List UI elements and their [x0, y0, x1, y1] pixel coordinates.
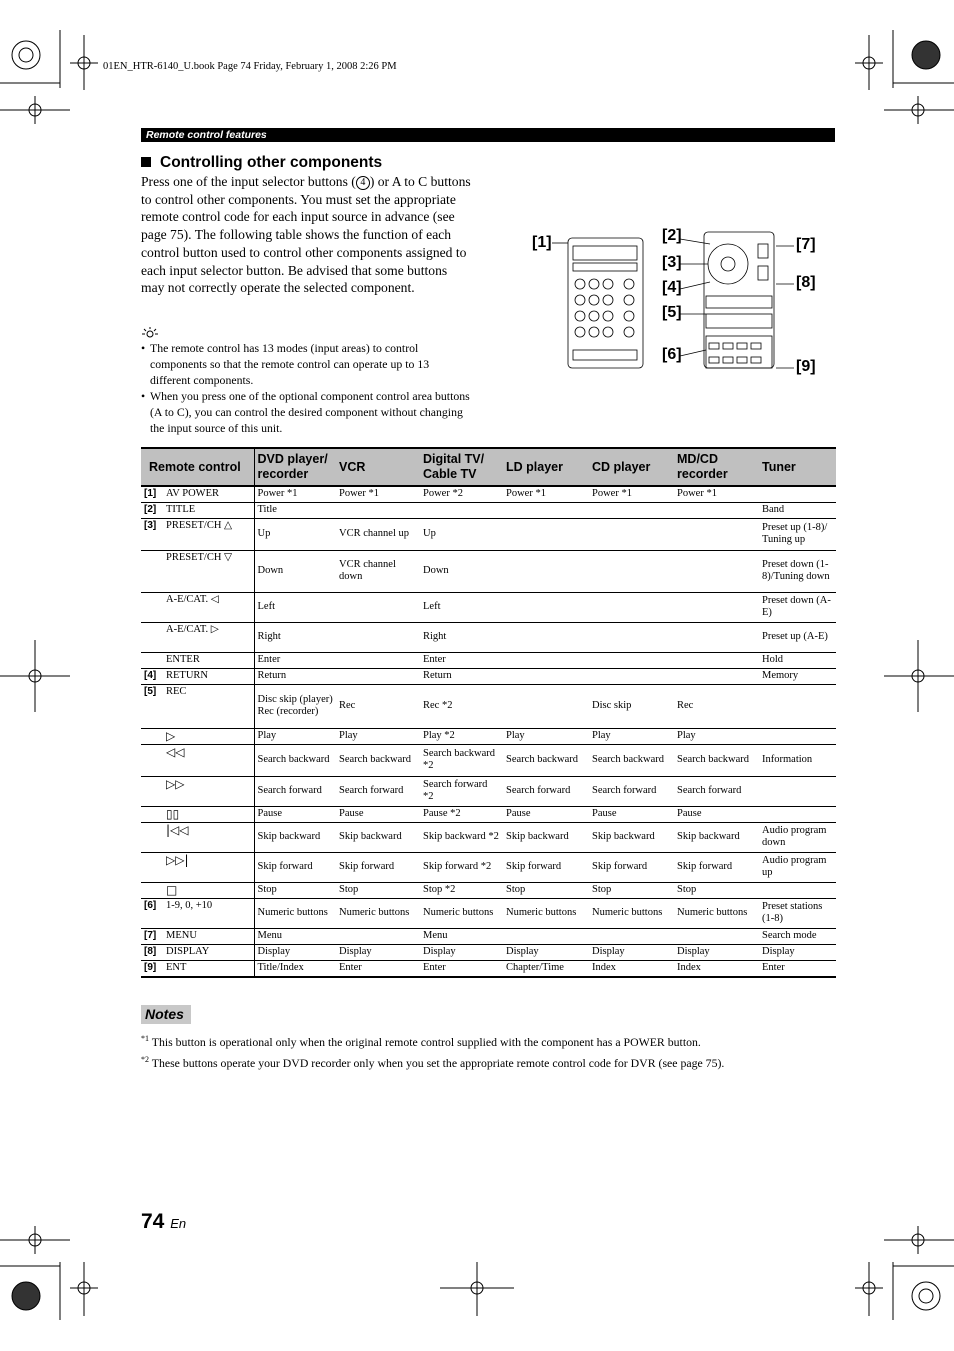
function-cell	[589, 592, 674, 622]
function-cell: Stop	[254, 882, 336, 898]
button-name: |◁◁	[163, 822, 254, 852]
function-cell: Search backward	[589, 744, 674, 776]
function-cell: Left	[254, 592, 336, 622]
function-cell: Pause	[254, 806, 336, 822]
table-body	[141, 486, 836, 977]
table-row	[141, 684, 836, 728]
button-name: MENU	[163, 928, 254, 944]
control-table	[141, 447, 836, 978]
function-cell: Play *2	[420, 728, 503, 744]
table-row	[141, 944, 836, 960]
table-row	[141, 744, 836, 776]
button-name: ENTER	[163, 652, 254, 668]
button-name: AV POWER	[163, 486, 254, 502]
remote-label-3: [3]	[662, 254, 682, 271]
function-cell: Audio program down	[759, 822, 836, 852]
function-cell: Display	[503, 944, 589, 960]
function-cell	[589, 502, 674, 518]
footnote-text: These buttons operate your DVD recorder only when you set the appropriate remote control code for DVR (see page 75).	[149, 1055, 725, 1070]
function-cell: Title	[254, 502, 336, 518]
function-cell: Search backward	[674, 744, 759, 776]
function-cell	[589, 668, 674, 684]
tip-item: • The remote control has 13 modes (input areas) to control components so that the remote control can operate up to 13 different components.	[141, 341, 430, 387]
function-cell	[674, 622, 759, 652]
function-cell	[674, 550, 759, 592]
function-cell: Return	[254, 668, 336, 684]
function-cell: Down	[420, 550, 503, 592]
button-name: □	[163, 882, 254, 898]
table-row	[141, 776, 836, 806]
function-cell: Pause	[589, 806, 674, 822]
table-row	[141, 728, 836, 744]
remote-label-1: [1]	[532, 234, 552, 251]
row-number	[141, 882, 163, 898]
table-row	[141, 486, 836, 502]
function-cell	[759, 776, 836, 806]
function-cell: Play	[503, 728, 589, 744]
function-cell	[589, 550, 674, 592]
row-number	[141, 728, 163, 744]
function-cell: Numeric buttons	[336, 898, 420, 928]
function-cell	[759, 882, 836, 898]
function-cell	[759, 486, 836, 502]
function-cell: Skip backward	[254, 822, 336, 852]
function-cell	[336, 668, 420, 684]
col-header-vcr: VCR	[336, 448, 420, 486]
tip-text: When you press one of the optional component control area buttons (A to C), you can control the desired component without changing the input source of this unit.	[150, 388, 470, 435]
row-number	[141, 806, 163, 822]
function-cell: Audio program up	[759, 852, 836, 882]
function-cell	[759, 728, 836, 744]
button-name: ENT	[163, 960, 254, 976]
function-cell: Power *1	[254, 486, 336, 502]
function-cell: Play	[589, 728, 674, 744]
function-cell: Search forward	[254, 776, 336, 806]
function-cell	[589, 622, 674, 652]
row-number: [9]	[141, 960, 163, 976]
function-cell	[420, 502, 503, 518]
function-cell: Up	[420, 518, 503, 550]
function-cell: Search backward *2	[420, 744, 503, 776]
function-cell: Power *1	[336, 486, 420, 502]
row-number: [7]	[141, 928, 163, 944]
table-row	[141, 960, 836, 976]
heading-square-icon	[141, 157, 151, 167]
function-cell: Disc skip (player) Rec (recorder)	[254, 684, 336, 728]
tip-item: • When you press one of the optional component control area buttons (A to C), you can control the desired component without changing the input source of this unit.	[141, 388, 470, 435]
function-cell: Band	[759, 502, 836, 518]
remote-label-8: [8]	[796, 274, 816, 291]
function-cell: Numeric buttons	[254, 898, 336, 928]
tip-text: The remote control has 13 modes (input areas) to control components so that the remote control can operate up to 13 different components.	[150, 341, 430, 387]
function-cell: Hold	[759, 652, 836, 668]
function-cell: Search backward	[336, 744, 420, 776]
function-cell: Numeric buttons	[589, 898, 674, 928]
function-cell	[589, 652, 674, 668]
function-cell	[503, 550, 589, 592]
function-cell: Right	[254, 622, 336, 652]
intro-paragraph	[141, 173, 473, 297]
row-number: [6]	[141, 898, 163, 928]
function-cell: Display	[589, 944, 674, 960]
row-number	[141, 852, 163, 882]
function-cell	[336, 928, 420, 944]
table-row	[141, 652, 836, 668]
function-cell: Skip backward	[336, 822, 420, 852]
function-cell: Index	[674, 960, 759, 976]
function-cell: Left	[420, 592, 503, 622]
table-row	[141, 622, 836, 652]
remote-label-7: [7]	[796, 236, 816, 253]
table-row	[141, 852, 836, 882]
table-row	[141, 898, 836, 928]
function-cell: Preset up (1-8)/ Tuning up	[759, 518, 836, 550]
heading-text: Controlling other components	[160, 154, 383, 171]
function-cell: Display	[420, 944, 503, 960]
intro-text-before: Press one of the input selector buttons (	[141, 174, 356, 189]
function-cell	[674, 652, 759, 668]
button-name: TITLE	[163, 502, 254, 518]
col-header-digital-tv: Digital TV/ Cable TV	[420, 448, 503, 486]
table-row	[141, 882, 836, 898]
function-cell: Disc skip	[589, 684, 674, 728]
button-name: ▷	[163, 728, 254, 744]
page-number-value: 74	[141, 1210, 165, 1233]
remote-label-2: [2]	[662, 227, 682, 244]
remote-label-5: [5]	[662, 304, 682, 321]
function-cell: Menu	[254, 928, 336, 944]
footnote-mark: *2	[141, 1054, 149, 1064]
function-cell: Play	[254, 728, 336, 744]
function-cell: Chapter/Time	[503, 960, 589, 976]
table-header-row	[141, 448, 836, 486]
row-number: [2]	[141, 502, 163, 518]
table-row	[141, 806, 836, 822]
function-cell: Rec *2	[420, 684, 503, 728]
function-cell: Skip backward	[674, 822, 759, 852]
button-name: DISPLAY	[163, 944, 254, 960]
function-cell: Stop	[674, 882, 759, 898]
section-heading	[141, 154, 382, 172]
remote-label-9: [9]	[796, 358, 816, 375]
function-cell: Up	[254, 518, 336, 550]
function-cell: Power *2	[420, 486, 503, 502]
print-header: 01EN_HTR-6140_U.book Page 74 Friday, February 1, 2008 2:26 PM	[103, 61, 397, 72]
footnotes	[141, 1030, 831, 1072]
function-cell	[336, 652, 420, 668]
function-cell: Enter	[254, 652, 336, 668]
row-number	[141, 592, 163, 622]
row-number: [5]	[141, 684, 163, 728]
function-cell	[503, 668, 589, 684]
row-number	[141, 550, 163, 592]
button-name: RETURN	[163, 668, 254, 684]
function-cell: Search backward	[503, 744, 589, 776]
function-cell: Search forward	[336, 776, 420, 806]
function-cell: Information	[759, 744, 836, 776]
function-cell: VCR channel down	[336, 550, 420, 592]
button-name: ▷▷	[163, 776, 254, 806]
function-cell	[503, 684, 589, 728]
function-cell: Pause *2	[420, 806, 503, 822]
function-cell: Skip forward	[336, 852, 420, 882]
row-number: [3]	[141, 518, 163, 550]
function-cell	[674, 502, 759, 518]
col-header-remote: Remote control	[141, 448, 254, 486]
function-cell	[674, 592, 759, 622]
function-cell: Play	[674, 728, 759, 744]
section-bar: Remote control features	[141, 128, 835, 142]
table-row	[141, 822, 836, 852]
remote-drawing	[532, 222, 832, 374]
remote-label-4: [4]	[662, 279, 682, 296]
function-cell: Skip backward *2	[420, 822, 503, 852]
row-number: [4]	[141, 668, 163, 684]
function-cell: Stop	[503, 882, 589, 898]
function-cell: Skip backward	[589, 822, 674, 852]
function-cell	[503, 518, 589, 550]
function-cell	[503, 502, 589, 518]
table-row	[141, 928, 836, 944]
function-cell: Return	[420, 668, 503, 684]
function-cell: Title/Index	[254, 960, 336, 976]
button-name: ▷▷|	[163, 852, 254, 882]
function-cell: Enter	[759, 960, 836, 976]
tip-lightbulb-icon	[141, 326, 159, 340]
function-cell: Search forward *2	[420, 776, 503, 806]
button-name: 1-9, 0, +10	[163, 898, 254, 928]
function-cell: Right	[420, 622, 503, 652]
function-cell	[336, 622, 420, 652]
function-cell	[589, 518, 674, 550]
button-name: PRESET/CH △	[163, 518, 254, 550]
remote-control-illustration	[532, 222, 832, 374]
button-name: ◁◁	[163, 744, 254, 776]
row-number: [1]	[141, 486, 163, 502]
col-header-dvd: DVD player/ recorder	[254, 448, 336, 486]
row-number	[141, 822, 163, 852]
function-cell: Search forward	[674, 776, 759, 806]
function-cell	[503, 928, 589, 944]
function-cell: Menu	[420, 928, 503, 944]
remote-label-6: [6]	[662, 346, 682, 363]
function-cell	[336, 592, 420, 622]
function-cell	[336, 502, 420, 518]
button-name: PRESET/CH ▽	[163, 550, 254, 592]
footnote	[141, 1051, 831, 1072]
function-cell: Display	[759, 944, 836, 960]
row-number	[141, 652, 163, 668]
footnote-text: This button is operational only when the original remote control supplied with the component has a POWER button.	[149, 1034, 701, 1049]
table-row	[141, 668, 836, 684]
function-cell: Skip forward	[254, 852, 336, 882]
function-cell: Rec	[336, 684, 420, 728]
function-cell	[759, 684, 836, 728]
function-cell: Play	[336, 728, 420, 744]
function-cell: Search forward	[503, 776, 589, 806]
function-cell: Numeric buttons	[674, 898, 759, 928]
function-cell	[589, 928, 674, 944]
function-cell: Numeric buttons	[420, 898, 503, 928]
function-cell: Search backward	[254, 744, 336, 776]
function-cell: Enter	[420, 652, 503, 668]
intro-text-after: ) or A to C buttons to control other components. You must set the appropriate remote control code for each input source in advance (see page 75). The following table shows the function of each control button used to control other components assigned to each input selector button. Be advised that some buttons may not correctly operate the selected component.	[141, 174, 471, 296]
function-cell	[759, 806, 836, 822]
table-row	[141, 502, 836, 518]
table-row	[141, 592, 836, 622]
function-cell: Skip forward *2	[420, 852, 503, 882]
button-name: A-E/CAT. ▷	[163, 622, 254, 652]
button-name: A-E/CAT. ◁	[163, 592, 254, 622]
function-cell: Pause	[674, 806, 759, 822]
function-cell: Down	[254, 550, 336, 592]
function-cell: Index	[589, 960, 674, 976]
function-cell: Enter	[420, 960, 503, 976]
function-cell: Display	[254, 944, 336, 960]
function-cell: Skip forward	[674, 852, 759, 882]
col-header-cd: CD player	[589, 448, 674, 486]
function-cell: Stop	[589, 882, 674, 898]
function-cell: Search forward	[589, 776, 674, 806]
function-cell: Pause	[503, 806, 589, 822]
function-cell: Preset up (A-E)	[759, 622, 836, 652]
notes-label: Notes	[141, 1005, 191, 1024]
col-header-md: MD/CD recorder	[674, 448, 759, 486]
row-number	[141, 776, 163, 806]
page-number	[141, 1210, 186, 1234]
function-cell	[674, 518, 759, 550]
function-cell: Display	[674, 944, 759, 960]
circled-number: 4	[356, 176, 370, 190]
row-number: [8]	[141, 944, 163, 960]
row-number	[141, 744, 163, 776]
footnote-mark: *1	[141, 1034, 149, 1043]
col-header-tuner: Tuner	[759, 448, 836, 486]
table-row	[141, 518, 836, 550]
function-cell: Stop *2	[420, 882, 503, 898]
function-cell: Rec	[674, 684, 759, 728]
button-name: ▯▯	[163, 806, 254, 822]
function-cell	[503, 622, 589, 652]
function-cell: Search mode	[759, 928, 836, 944]
function-cell	[503, 652, 589, 668]
function-cell: Skip forward	[589, 852, 674, 882]
function-cell	[674, 668, 759, 684]
function-cell: Preset down (1-8)/Tuning down	[759, 550, 836, 592]
footnote	[141, 1030, 831, 1051]
function-cell: Display	[336, 944, 420, 960]
function-cell	[503, 592, 589, 622]
button-name: REC	[163, 684, 254, 728]
function-cell: Stop	[336, 882, 420, 898]
function-cell: Memory	[759, 668, 836, 684]
function-cell: Skip backward	[503, 822, 589, 852]
col-header-ld: LD player	[503, 448, 589, 486]
function-cell: Enter	[336, 960, 420, 976]
function-cell: Power *1	[674, 486, 759, 502]
page-language: En	[170, 1216, 187, 1231]
function-cell: Power *1	[503, 486, 589, 502]
function-cell: Preset stations (1-8)	[759, 898, 836, 928]
function-cell: Preset down (A-E)	[759, 592, 836, 622]
function-cell: Power *1	[589, 486, 674, 502]
function-cell	[674, 928, 759, 944]
function-cell: Skip forward	[503, 852, 589, 882]
function-cell: Numeric buttons	[503, 898, 589, 928]
row-number	[141, 622, 163, 652]
function-cell: VCR channel up	[336, 518, 420, 550]
table-row	[141, 550, 836, 592]
function-cell: Pause	[336, 806, 420, 822]
tips-list	[141, 341, 471, 436]
